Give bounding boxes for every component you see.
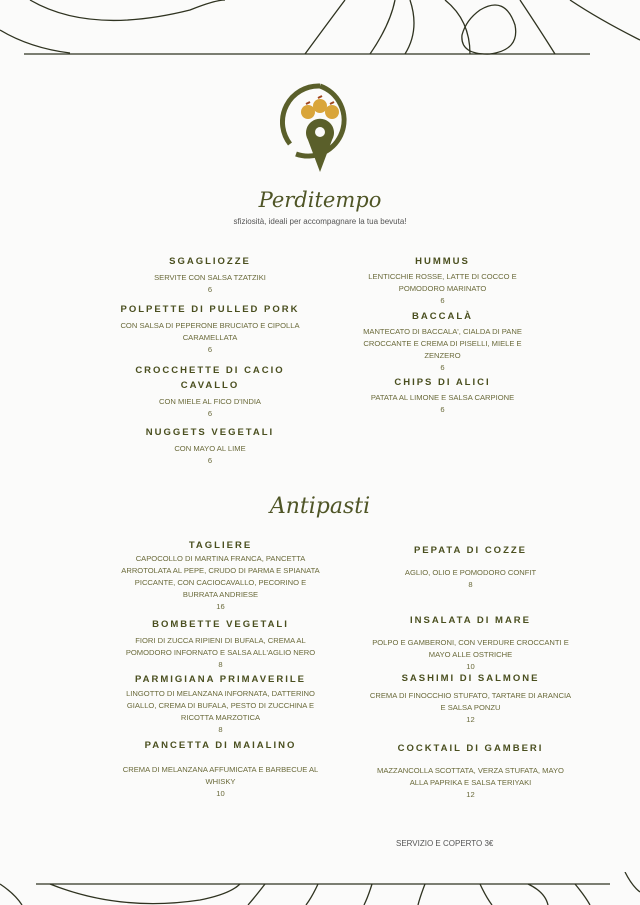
menu-item [110,425,310,467]
item-price: 6 [440,296,445,305]
item-description: SERVITE CON SALSA TZATZIKI [154,273,266,282]
antipasti-right-column [368,543,573,808]
item-price: 6 [207,409,213,418]
menu-item [368,741,573,801]
menu-item [118,672,323,736]
item-description: CAPOCOLLO DI MARTINA FRANCA, PANCETTA ARROTOLATA AL PEPE, CRUDO DI PARMA E SPIANATA PICCANTE, CON CACIOCAVALLO, PECORINO E BURRATA ANDRIESE [121,554,320,599]
menu-item [118,738,323,800]
item-name: COCKTAIL DI GAMBERI [397,743,544,754]
item-price: 6 [207,456,213,465]
top-decorative-lines [0,0,640,60]
service-charge-note: SERVIZIO E COPERTO 3€ [396,839,494,848]
menu-item [355,254,530,307]
menu-item [355,309,530,374]
item-description: AGLIO, OLIO E POMODORO CONFIT [404,568,537,577]
item-description: CON MAYO AL LIME [174,444,246,453]
item-name: CHIPS DI ALICI [394,377,491,388]
bottom-decorative-lines [0,872,640,905]
menu-item [355,375,530,416]
menu-item [118,617,323,671]
item-price: 6 [207,285,213,294]
item-price: 8 [468,580,473,589]
item-price: 12 [466,715,475,724]
item-name: POLPETTE DI PULLED PORK [120,304,300,315]
item-name: BACCALÀ [412,311,473,322]
section-title-antipasti: Antipasti [269,494,371,519]
item-description: PATATA AL LIMONE E SALSA CARPIONE [370,393,515,402]
item-price: 6 [440,363,445,372]
item-description: LINGOTTO DI MELANZANA INFORNATA, DATTERINO GIALLO, CREMA DI BUFALA, PESTO DI ZUCCHINA E RICOTTA MARZOTICA [126,689,315,722]
item-name: TAGLIERE [188,540,253,551]
item-price: 10 [216,789,225,798]
section-title-perditempo: Perditempo [258,188,382,212]
menu-item [130,363,290,420]
item-price: 8 [218,660,223,669]
item-price: 8 [218,725,223,734]
perditempo-right-column [355,254,530,424]
item-name: SASHIMI DI SALMONE [401,673,540,684]
perditempo-left-column [110,254,310,474]
logo-pin-icon [280,82,360,177]
item-description: CON MIELE AL FICO D'INDIA [158,397,261,406]
menu-item [118,538,323,613]
item-name: INSALATA DI MARE [409,615,531,626]
item-description: POLPO E GAMBERONI, CON VERDURE CROCCANTI E MAYO ALLE OSTRICHE [372,638,569,659]
item-description: CREMA DI FINOCCHIO STUFATO, TARTARE DI ARANCIA E SALSA PONZU [369,691,572,712]
item-name: HUMMUS [415,256,470,267]
item-name: SGAGLIOZZE [169,256,251,267]
menu-item [110,254,310,296]
item-name: NUGGETS VEGETALI [145,427,275,438]
menu-item [368,613,573,673]
item-description: MANTECATO DI BACCALA', CIALDA DI PANE CROCCANTE E CREMA DI PISELLI, MIELE E ZENZERO [363,327,522,360]
antipasti-left-column [118,538,323,803]
item-description: FIORI DI ZUCCA RIPIENI DI BUFALA, CREMA AL POMODORO INFORNATO E SALSA ALL'AGLIO NERO [125,636,316,657]
item-price: 6 [440,405,445,414]
item-price: 16 [216,602,225,611]
item-price: 12 [466,790,475,799]
menu-item [368,671,573,726]
item-description: CREMA DI MELANZANA AFFUMICATA E BARBECUE AL WHISKY [122,765,319,786]
section-subtitle: sfiziosità, ideali per accompagnare la tua bevuta! [233,217,407,226]
menu-item [110,302,310,356]
item-name: CROCCHETTE DI CACIO CAVALLO [135,365,285,391]
menu-item [368,543,573,591]
item-name: PARMIGIANA PRIMAVERILE [134,674,307,685]
item-description: CON SALSA DI PEPERONE BRUCIATO E CIPOLLA CARAMELLATA [120,321,300,342]
item-price: 6 [207,345,213,354]
item-name: PEPATA DI COZZE [413,545,528,556]
item-price: 10 [466,662,475,671]
item-description: LENTICCHIE ROSSE, LATTE DI COCCO E POMODORO MARINATO [368,272,517,293]
item-name: PANCETTA DI MAIALINO [144,740,297,751]
item-description: MAZZANCOLLA SCOTTATA, VERZA STUFATA, MAYO ALLA PAPRIKA E SALSA TERIYAKI [377,766,564,787]
item-name: BOMBETTE VEGETALI [152,619,289,630]
